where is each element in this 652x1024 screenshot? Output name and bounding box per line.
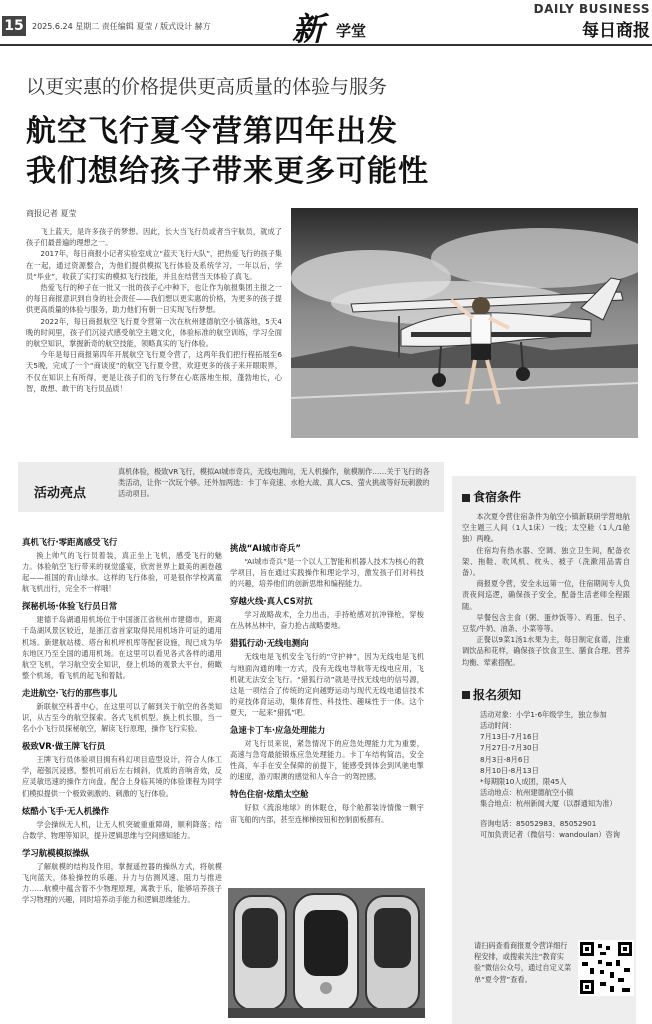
signup-date: 8月3日-8月6日	[480, 754, 530, 764]
section-logo-small: 学堂	[336, 22, 367, 40]
signup-date: 7月13日-7月16日	[480, 732, 539, 742]
capsule-cabin-photo	[228, 888, 425, 1018]
signup-time-label: 活动时间：	[480, 721, 516, 731]
highlight-text: 真机体验，极致VR飞行，模拟AI城市奇兵，无线电测向，无人机操作，航模制作……关于飞行的各类活动，让你一次玩个够。还外加两选：卡丁车竞速、水枪大战、真人CS、萤火挑战等好玩刺激的活动项目。	[118, 467, 430, 499]
section-heading: 极致VR·做王牌飞行员	[22, 741, 106, 752]
square-bullet-icon	[462, 494, 470, 502]
section-heading: 炫酷小飞手·无人机操作	[22, 805, 109, 816]
food-paragraph: 本次夏令营住宿条件为航空小镇新联研学营地航空主题三人间（1人1床）一线；太空舱（1人/1舱独）两晚。	[462, 512, 630, 544]
headline-line-2: 我们想给孩子带来更多可能性	[26, 154, 429, 189]
article-column-2	[230, 536, 424, 825]
highlight-label: 活动亮点	[34, 486, 87, 501]
section-text: 换上帅气的飞行员着装，真正坐上飞机，感受飞行的魅力。体验航空飞行带来的视觉盛宴，欣赏世界上最美的画卷越起——祖国的青山绿水。这样的飞行体验，可是很你学校离童航飞机出行，完全不一样哦！	[22, 551, 222, 594]
section-heading: 真机飞行·零距离感受飞行	[22, 537, 118, 547]
brand-english: DAILY BUSINESS	[533, 2, 650, 16]
kicker: 以更实惠的价格提供更高质量的体验与服务	[26, 76, 388, 98]
food-paragraph: 商报夏令营，安全永远第一位，住宿期间专人负责夜间巡逻，确保孩子安全，配备生活老师全程跟随。	[462, 579, 630, 611]
intro-paragraph: 2017年，每日商报小记者实验室成立“蓝天飞行大队”，把热爱飞行的孩子集在一起，通过资源整合，为他们提供模拟飞行体验及系统学习，一年以后，学员“毕业”，收获了实打实的模拟飞行技能，并且在结营当天体验了真飞。	[26, 249, 282, 281]
qr-caption: 请扫码查看商报夏令营详细行程安排，或搜索关注“教育实验”微信公众号，通过自定义菜单“夏令营”查看。	[474, 941, 572, 984]
signup-phone: 咨询电话：85052983、85052901	[480, 818, 597, 828]
section-text: 新联航空科普中心，在这里可以了解到关于航空的各类知识，从古至今的航空探索。各式飞机机型。换上机长服，当一名小小飞行员探秘航空，解读飞行原理，操作飞行实验。	[22, 701, 222, 734]
food-paragraph: 住宿均有热水器、空调、独立卫生间，配备衣架、拖鞋、吹风机、枕头、被子（洗漱用品需自备）。	[462, 545, 630, 578]
square-bullet-icon	[462, 691, 470, 699]
signup-wechat: 可加负责记者（微信号：wandoulan）咨询	[480, 829, 620, 839]
article-column-1	[22, 530, 222, 905]
section-text: 对飞行员来说，紧急情况下的应急处理能力尤为重要，高速与急弯最能锻炼应急处理能力。卡丁车结构简洁，安全性高，车手在安全保障的前提下，能感受到体会到风驰电掣的速度，游刃眼澳的感觉和人车合一的驾控感。	[230, 739, 424, 782]
info-sidebar-content	[462, 488, 630, 840]
food-paragraph: 正餐以9菜1汤1水果为主，每日制定食谱，注重调饮品和花样，确保孩子饮食卫生、膳食合理、营养均衡、荤素搭配。	[462, 635, 630, 667]
section-text: “AI城市奇兵”是一个以人工智能和机器人技术为核心的教学项目，旨在通过实践操作和理论学习，激发孩子们对科技的兴趣，培养他们的创新思维和编程能力。	[230, 557, 424, 589]
section-heading: 学习航模模拟操纵	[22, 847, 89, 858]
signup-place: 活动地点：杭州建德航空小镇	[480, 788, 574, 798]
intro-text	[26, 226, 282, 394]
intro-paragraph: 2022年，每日商报航空飞行夏令营第一次在杭州建德航空小镇落地，5天4晚的时间里，孩子们沉浸式感受航空主题文化，体验标准的航空训练，学习全面的航空知识，掌握新奇的航空技能，领略真实的飞行体验。	[26, 316, 282, 349]
intro-paragraph: 飞上蓝天，是许多孩子的梦想。因此，长大当飞行员或者当宇航员，就成了孩子们最普遍的理想之一。	[26, 227, 282, 248]
section-heading: 穿越火线·真人CS对抗	[230, 596, 313, 607]
section-text: 无线电是飞机安全飞行的“守护神”，因为无线电是飞机与地面沟通的唯一方式，没有无线电导航等无线电应用，飞机就无法安全飞行。“猎狐行动”就是寻找无线电的信号源，这是一项结合了传统的定向越野运动与现代无线电通信技术的竞技体育运动，集体育性、科技性、趣味性于一体。这个夏天，一起来“猎狐”吧。	[230, 652, 424, 717]
brand-chinese: 每日商报	[582, 21, 650, 41]
intro-paragraph: 今年是每日商报第四年开展航空飞行夏令营了，这两年我们把行程拓展至6天5晚，完成了一个“商谈度”的航空飞行夏令营，欢迎更多的孩子来开眼眼界，不仅在知识上有所得，更是让孩子们的飞行梦在心底落地生根，蓬勃地长，心智，敢想、敢干的飞行员品质！	[26, 350, 282, 393]
signup-date: 7月27日-7月30日	[480, 743, 539, 753]
section-logo	[282, 2, 382, 48]
section-heading: 挑战“AI城市奇兵”	[230, 543, 301, 553]
byline: 商报记者 夏莹	[26, 209, 77, 218]
page-number: 15	[2, 16, 26, 36]
food-section-title: 食宿条件	[462, 488, 630, 505]
signup-date: 8月10日-8月13日	[480, 765, 539, 775]
qr-code-icon[interactable]	[578, 940, 634, 996]
section-heading: 走进航空·飞行的那些事儿	[22, 687, 118, 698]
food-paragraph: 早餐包含主食（粥、蛋炒饭等）、鸡蛋、包子、豆浆/牛奶、油条、小菜等等。	[462, 612, 630, 634]
section-text: 学习战略战术，全力出击，手持枪感对抗冲锋枪，穿梭在丛林丛林中，奋力抢占战略要地。	[230, 610, 424, 631]
section-heading: 急速卡丁车·应急处理能力	[230, 725, 326, 736]
section-text: 王牌飞行员体验项目拥有科幻项目造型设计，符合人体工学，超强沉浸感，整机可前后左右倾斜，优质的音响音效，反应灵敏迅速的操作方向盘。配合上身临其境的体验课程为同学们模拟提供一个极致刺激的、刺激的飞行体验。	[22, 755, 222, 798]
section-heading: 猎狐行动·无线电测向	[230, 638, 309, 649]
intro-paragraph: 热爱飞行的种子在一批又一批的孩子心中种下，也让作为航报集团主报之一的每日商报意识到自身的社会责任——我们想以更实惠的价格，为更多的孩子提供更高质量的体验与服务，助力他们有朝一日实现飞行梦想。	[26, 283, 282, 315]
signup-limit: *每期限10人成团，限45人	[480, 777, 567, 787]
dateline: 2025.6.24 星期二 责任编辑 夏莹 / 版式设计 赫方	[32, 22, 211, 31]
section-text: 好似《流浪地球》的休眠仓，每个舱都装诗情像一颗宇宙飞船的内部，甚至连梯梯按钮和控制面板都有。	[230, 803, 424, 824]
section-heading: 特色住宿·炫酷太空舱	[230, 789, 309, 800]
section-text: 了解航模的结构及作用，掌握遥控器的操纵方式，将航模飞向蓝天，体验操控的乐趣。升力与估测风速、阻力与推进力……航模中蕴含着不少物理原理，寓教于乐，能够培养孩子学习物理的兴趣，同时培养动手能力和逻辑思维能力。	[22, 861, 222, 905]
signup-section-title: 报名须知	[462, 686, 630, 703]
signup-meet: 集合地点：杭州新闻大厦（以群通知为准）	[480, 799, 617, 809]
section-text: 学会操纵无人机，让无人机突破重重障碍，顺利降落；结合数学、物理等知识，提升逻辑思维与空间感知能力。	[22, 819, 222, 840]
section-text: 建德千岛湖通用机场位于中国浙江省杭州市建德市，距离千岛湖风景区较近，是浙江省首家取得民用机场许可证的通用机场。新建航站楼、塔台和机坪机库等配套设施，现已成为华东地区乃至全国的通用机场。在这里可以看见各式各样的通用航空飞机，学习航空安全知识，登上机场的观景大平台，俯瞰整个机场，看飞机的起飞和着陆。	[22, 615, 222, 680]
section-logo-big: 新	[292, 10, 325, 48]
airplane-photo	[291, 208, 638, 438]
signup-target: 活动对象：小学1-6年级学生，独立参加	[480, 709, 607, 719]
section-heading: 探秘机场·体验飞行员日常	[22, 601, 118, 612]
headline-line-1: 航空飞行夏令营第四年出发	[26, 114, 398, 149]
